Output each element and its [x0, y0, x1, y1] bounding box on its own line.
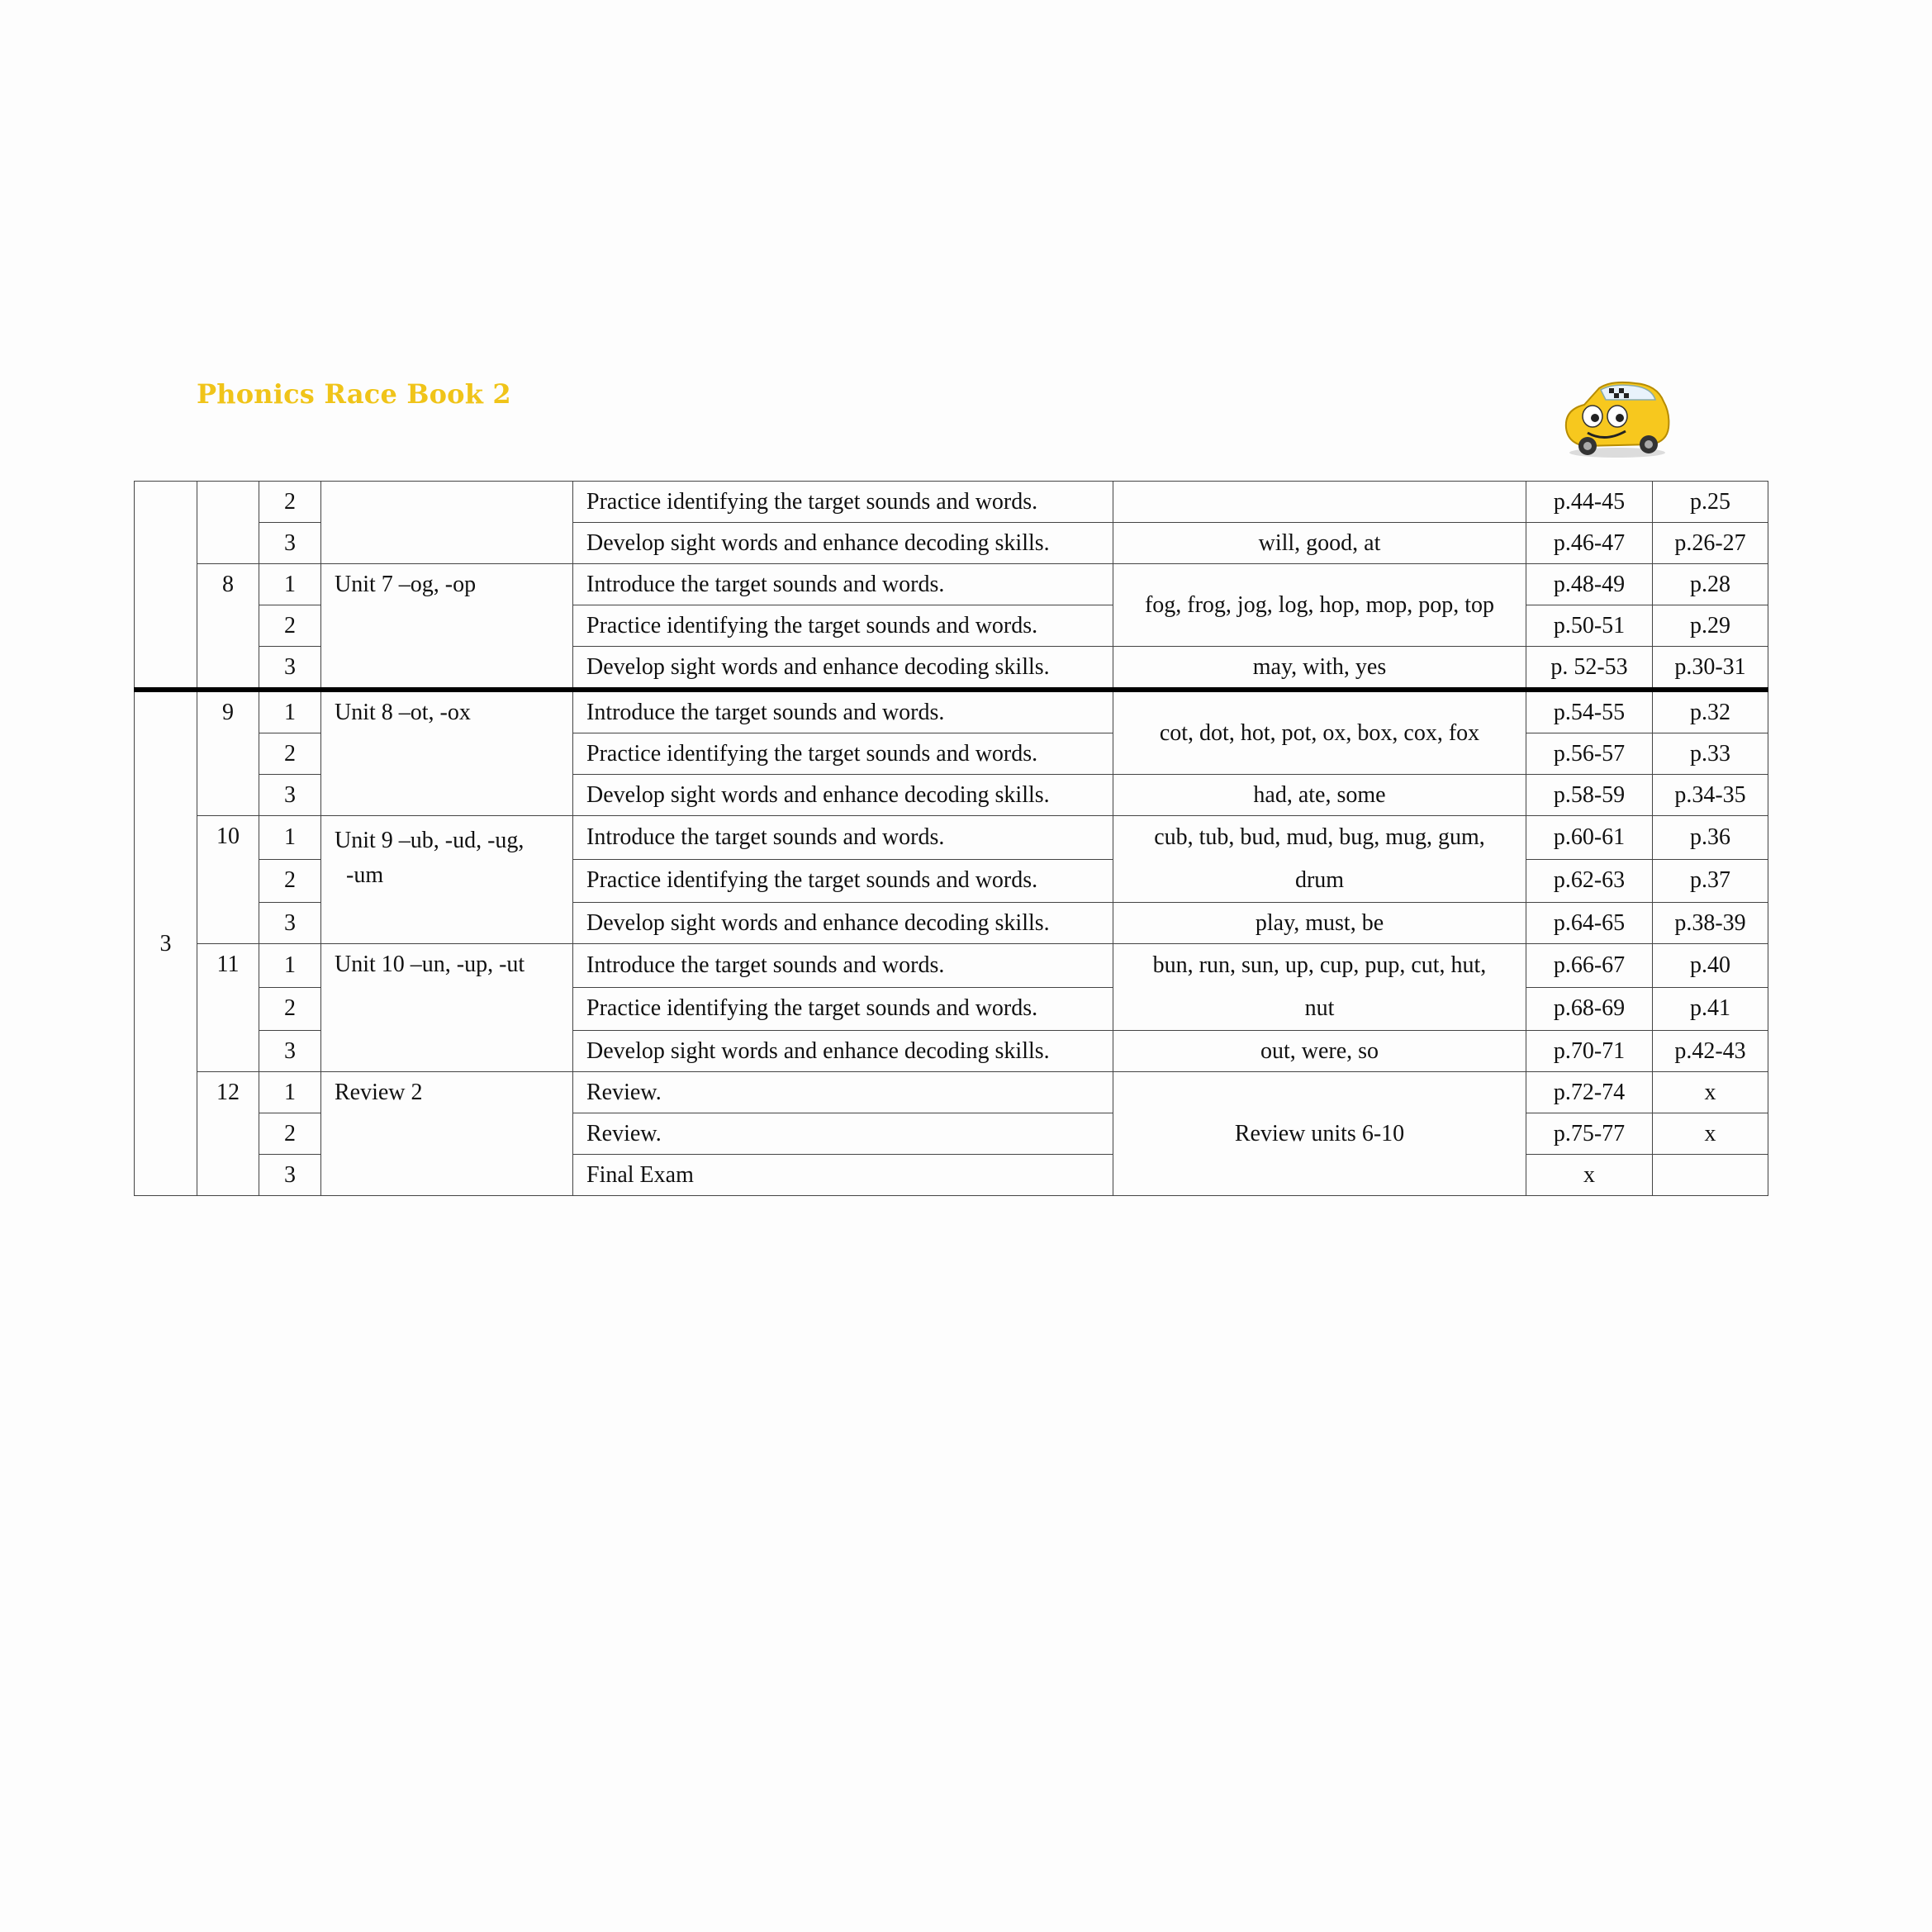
objective-cell: Develop sight words and enhance decoding skills. — [573, 1031, 1113, 1072]
month-cell: 3 — [135, 690, 197, 1196]
unit-label-continued: -um — [346, 862, 384, 888]
period-cell: 1 — [259, 1072, 321, 1113]
period-cell: 2 — [259, 482, 321, 523]
student-book-cell: p.62-63 — [1526, 859, 1653, 903]
objective-cell: Introduce the target sounds and words. — [573, 944, 1113, 988]
week-cell: 11 — [197, 944, 259, 1072]
objective-cell: Practice identifying the target sounds and words. — [573, 987, 1113, 1031]
race-car-icon — [1559, 377, 1673, 459]
objective-cell: Practice identifying the target sounds and words. — [573, 859, 1113, 903]
period-cell: 3 — [259, 903, 321, 944]
period-cell: 3 — [259, 647, 321, 691]
workbook-cell: p.30-31 — [1653, 647, 1768, 691]
student-book-cell: p.54-55 — [1526, 690, 1653, 733]
student-book-cell: p.44-45 — [1526, 482, 1653, 523]
table-row — [135, 564, 1768, 605]
target-words-cell — [1113, 944, 1526, 1031]
period-cell: 1 — [259, 690, 321, 733]
workbook-cell: p.41 — [1653, 987, 1768, 1031]
period-cell: 1 — [259, 944, 321, 988]
objective-cell: Develop sight words and enhance decoding skills. — [573, 903, 1113, 944]
words-cell — [1113, 482, 1526, 523]
period-cell: 1 — [259, 816, 321, 860]
document-title: Phonics Race Book 2 — [197, 378, 511, 410]
period-cell: 2 — [259, 605, 321, 647]
period-cell: 2 — [259, 859, 321, 903]
student-book-cell: p.58-59 — [1526, 775, 1653, 816]
workbook-cell: x — [1653, 1113, 1768, 1155]
workbook-cell: p.25 — [1653, 482, 1768, 523]
unit-cell — [321, 482, 573, 564]
workbook-cell: p.29 — [1653, 605, 1768, 647]
objective-cell: Introduce the target sounds and words. — [573, 564, 1113, 605]
student-book-cell: p.70-71 — [1526, 1031, 1653, 1072]
review-words-cell: Review units 6-10 — [1113, 1072, 1526, 1196]
student-book-cell: p.66-67 — [1526, 944, 1653, 988]
week-cell: 12 — [197, 1072, 259, 1196]
period-cell: 3 — [259, 775, 321, 816]
workbook-cell: x — [1653, 1072, 1768, 1113]
table-row — [135, 816, 1768, 860]
unit-cell: Review 2 — [321, 1072, 573, 1196]
workbook-cell — [1653, 1155, 1768, 1196]
workbook-cell: p.36 — [1653, 816, 1768, 860]
student-book-cell: p.46-47 — [1526, 523, 1653, 564]
workbook-cell: p.38-39 — [1653, 903, 1768, 944]
period-cell: 2 — [259, 1113, 321, 1155]
workbook-cell: p.26-27 — [1653, 523, 1768, 564]
objective-cell: Practice identifying the target sounds and words. — [573, 605, 1113, 647]
unit-cell: Unit 8 –ot, -ox — [321, 690, 573, 816]
period-cell: 3 — [259, 523, 321, 564]
sight-words-cell: out, were, so — [1113, 1031, 1526, 1072]
student-book-cell: p.56-57 — [1526, 733, 1653, 775]
sight-words-cell: had, ate, some — [1113, 775, 1526, 816]
workbook-cell: p.42-43 — [1653, 1031, 1768, 1072]
objective-cell: Review. — [573, 1113, 1113, 1155]
week-cell: 8 — [197, 564, 259, 691]
workbook-cell: p.37 — [1653, 859, 1768, 903]
lesson-plan-table — [134, 481, 1768, 1196]
unit-cell: Unit 10 –un, -up, -ut — [321, 944, 573, 1072]
month-cell — [135, 482, 197, 691]
period-cell: 3 — [259, 1155, 321, 1196]
workbook-cell: p.32 — [1653, 690, 1768, 733]
workbook-cell: p.34-35 — [1653, 775, 1768, 816]
objective-cell: Introduce the target sounds and words. — [573, 690, 1113, 733]
objective-cell: Develop sight words and enhance decoding skills. — [573, 775, 1113, 816]
table-row — [135, 1072, 1768, 1113]
workbook-cell: p.40 — [1653, 944, 1768, 988]
unit-label: Unit 9 –ub, -ud, -ug, — [335, 828, 525, 853]
target-words-cell — [1113, 816, 1526, 903]
period-cell: 3 — [259, 1031, 321, 1072]
student-book-cell: x — [1526, 1155, 1653, 1196]
sight-words-cell: may, with, yes — [1113, 647, 1526, 691]
target-words-cell: fog, frog, jog, log, hop, mop, pop, top — [1113, 564, 1526, 647]
objective-cell: Develop sight words and enhance decoding skills. — [573, 647, 1113, 691]
objective-cell: Introduce the target sounds and words. — [573, 816, 1113, 860]
period-cell: 1 — [259, 564, 321, 605]
student-book-cell: p.60-61 — [1526, 816, 1653, 860]
objective-cell: Final Exam — [573, 1155, 1113, 1196]
objective-cell: Develop sight words and enhance decoding skills. — [573, 523, 1113, 564]
workbook-cell: p.33 — [1653, 733, 1768, 775]
sight-words-cell: play, must, be — [1113, 903, 1526, 944]
student-book-cell: p.48-49 — [1526, 564, 1653, 605]
target-words-cell: cot, dot, hot, pot, ox, box, cox, fox — [1113, 690, 1526, 775]
student-book-cell: p.68-69 — [1526, 987, 1653, 1031]
target-words-line: nut — [1304, 995, 1335, 1021]
table-row — [135, 482, 1768, 523]
objective-cell: Practice identifying the target sounds and words. — [573, 733, 1113, 775]
period-cell: 2 — [259, 733, 321, 775]
objective-cell: Practice identifying the target sounds and words. — [573, 482, 1113, 523]
week-cell: 9 — [197, 690, 259, 816]
target-words-line: bun, run, sun, up, cup, pup, cut, hut, — [1152, 952, 1487, 978]
unit-cell — [321, 816, 573, 944]
student-book-cell: p.75-77 — [1526, 1113, 1653, 1155]
student-book-cell: p. 52-53 — [1526, 647, 1653, 691]
table-row — [135, 690, 1768, 733]
week-cell: 10 — [197, 816, 259, 944]
student-book-cell: p.50-51 — [1526, 605, 1653, 647]
period-cell: 2 — [259, 987, 321, 1031]
week-cell — [197, 482, 259, 564]
student-book-cell: p.64-65 — [1526, 903, 1653, 944]
sight-words-cell: will, good, at — [1113, 523, 1526, 564]
objective-cell: Review. — [573, 1072, 1113, 1113]
student-book-cell: p.72-74 — [1526, 1072, 1653, 1113]
target-words-line: drum — [1294, 867, 1345, 893]
target-words-line: cub, tub, bud, mud, bug, mug, gum, — [1154, 824, 1485, 850]
unit-cell: Unit 7 –og, -op — [321, 564, 573, 691]
workbook-cell: p.28 — [1653, 564, 1768, 605]
table-row — [135, 944, 1768, 988]
